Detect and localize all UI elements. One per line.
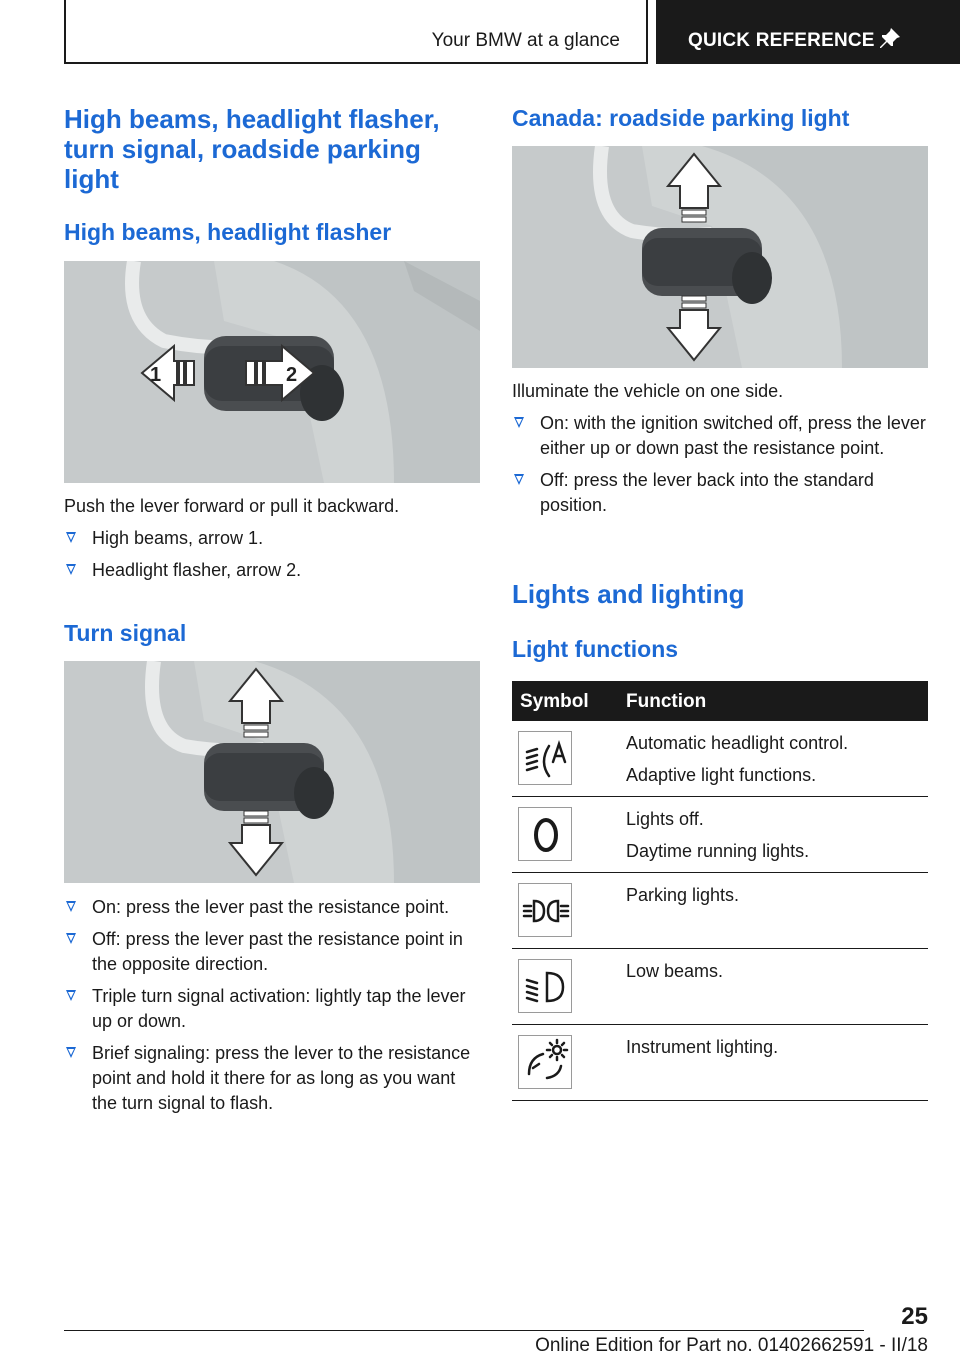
page-title: High beams, headlight flasher, turn signal, roadside parking light — [64, 104, 440, 194]
pin-icon — [878, 27, 902, 51]
function-text: Automatic headlight control. Adaptive light functions. — [626, 733, 849, 785]
figure-label-2: 2 — [286, 364, 298, 386]
bullet-triangle-icon — [66, 564, 76, 575]
canada-list — [512, 411, 928, 525]
high-beams-list — [64, 526, 480, 590]
bullet-triangle-icon — [66, 933, 76, 944]
heading-canada: Canada: roadside parking light — [512, 105, 850, 131]
list-item: On: press the lever past the resistance point. — [64, 895, 480, 920]
header-box — [64, 0, 648, 64]
list-item: On: with the ignition switched off, press the lever either up or down past the resistance point. — [512, 411, 928, 461]
bullet-triangle-icon — [514, 417, 524, 428]
bullet-triangle-icon — [514, 474, 524, 485]
table-row — [512, 797, 928, 873]
table-row — [512, 1025, 928, 1101]
tab-label: QUICK REFERENCE — [688, 30, 875, 51]
light-functions-table — [512, 681, 928, 1101]
function-text: Lights off. Daytime running lights. — [626, 809, 810, 861]
high-beams-figure — [64, 261, 480, 483]
footer-divider — [64, 1330, 864, 1331]
table-row — [512, 873, 928, 949]
list-item: Off: press the lever back into the standard position. — [512, 468, 928, 518]
page-number: 25 — [901, 1303, 928, 1330]
function-text: Parking lights. — [626, 885, 740, 905]
high-beams-intro: Push the lever forward or pull it backward. — [64, 496, 400, 516]
function-text: Instrument lighting. — [626, 1037, 779, 1057]
parking-lights-icon — [518, 883, 572, 937]
heading-light-functions: Light functions — [512, 636, 679, 662]
low-beams-icon — [518, 959, 572, 1013]
automatic-headlight-icon — [518, 731, 572, 785]
turn-signal-figure — [64, 661, 480, 883]
bullet-triangle-icon — [66, 901, 76, 912]
list-item: Off: press the lever past the resistance point in the opposite direction. — [64, 927, 480, 977]
table-header — [512, 681, 928, 721]
list-item: Headlight flasher, arrow 2. — [64, 558, 480, 583]
list-item: Brief signaling: press the lever to the resistance point and hold it there for as long as you want the turn signal to flash. — [64, 1041, 480, 1116]
list-item: Triple turn signal activation: lightly tap the lever up or down. — [64, 984, 480, 1034]
col-symbol: Symbol — [520, 691, 589, 712]
table-row — [512, 721, 928, 797]
canada-intro: Illuminate the vehicle on one side. — [512, 381, 784, 401]
heading-high-beams: High beams, headlight flasher — [64, 219, 392, 245]
heading-lights-and-lighting: Lights and lighting — [512, 579, 745, 609]
bullet-triangle-icon — [66, 532, 76, 543]
function-text: Low beams. — [626, 961, 724, 981]
figure-label-1: 1 — [150, 364, 162, 386]
table-row — [512, 949, 928, 1025]
roadside-parking-figure — [512, 146, 928, 368]
edition-note: Online Edition for Part no. 01402662591 - II/18 — [535, 1335, 928, 1356]
bullet-triangle-icon — [66, 1047, 76, 1058]
instrument-lighting-icon — [518, 1035, 572, 1089]
col-function: Function — [626, 691, 707, 712]
lights-off-icon — [518, 807, 572, 861]
quick-reference-tab[interactable] — [656, 0, 960, 64]
section-title: Your BMW at a glance — [431, 30, 620, 51]
turn-signal-list — [64, 895, 480, 1123]
bullet-triangle-icon — [66, 990, 76, 1001]
list-item: High beams, arrow 1. — [64, 526, 480, 551]
heading-turn-signal: Turn signal — [64, 620, 187, 646]
